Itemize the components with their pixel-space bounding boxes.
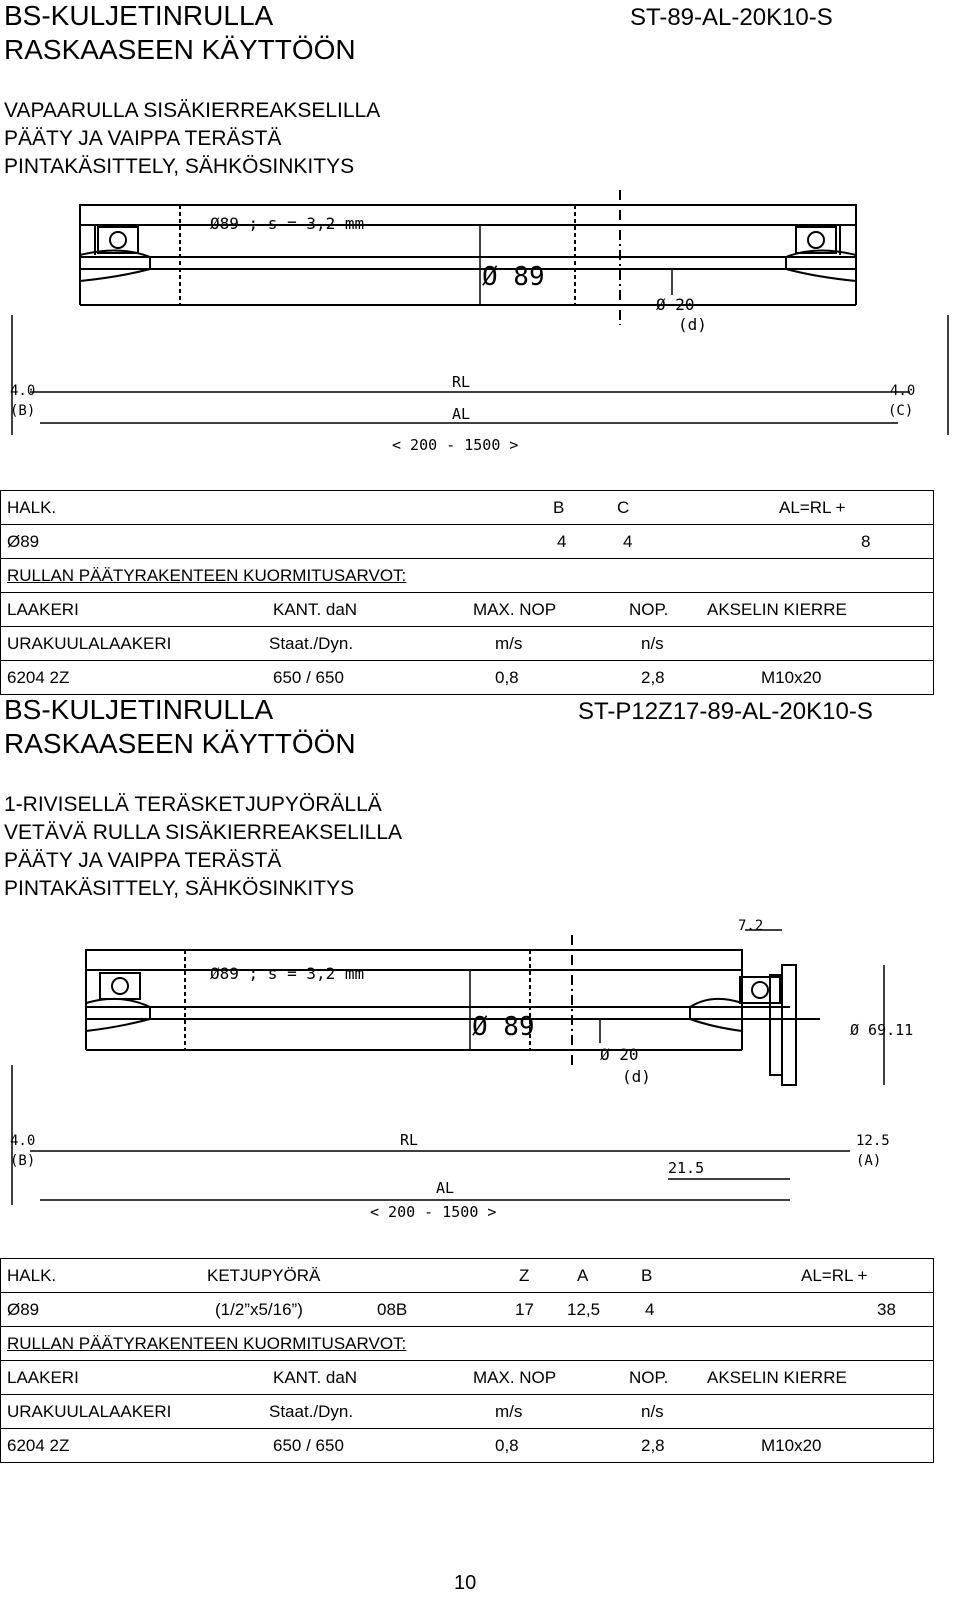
cell: 650 / 650 [273,1436,344,1455]
tube-wall-top [80,205,856,225]
description-line: 1-RIVISELLÄ TERÄSKETJUPYÖRÄLLÄ [4,793,382,816]
page-number: 10 [454,1572,477,1594]
shaft-sub-label: (d) [678,315,707,334]
cell: 0,8 [495,668,519,687]
cell: 650 / 650 [273,668,344,687]
cell: 6204 2Z [7,668,70,687]
cell: 6204 2Z [7,1436,70,1455]
tube-spec-label: Ø89 ; s = 3,2 mm [210,214,365,233]
dim-right-sub: (A) [856,1153,882,1169]
table-row [1,525,933,559]
cell: M10x20 [761,668,822,687]
dim-left-value: 4.0 [10,1133,36,1149]
al-label: AL [452,405,471,423]
end-cap-left [80,250,150,281]
table-row [1,627,933,661]
table-header-row [1,1259,933,1293]
roller-drawing-1 [0,185,960,470]
table-row [1,1361,933,1395]
table-header-row [1,491,933,525]
cell: Ø89 [7,1300,40,1319]
col-a: A [577,1266,589,1285]
col-c: C [617,498,630,517]
cell: 17 [515,1300,534,1319]
cell: LAAKERI [7,1368,79,1387]
table-row [1,1429,933,1463]
cell: URAKUULALAAKERI [7,1402,172,1421]
sprocket [782,965,796,1085]
dim-left-sub: (B) [10,403,36,419]
spec-table-2 [0,1258,934,1463]
col-b: B [641,1266,653,1285]
cell: MAX. NOP [473,1368,557,1387]
loads-title: RULLAN PÄÄTYRAKENTEEN KUORMITUSARVOT: [7,566,407,585]
shaft-label: Ø 20 [600,1045,639,1064]
cell: NOP. [629,600,669,619]
rl-label: RL [452,373,471,391]
dim-left-value: 4.0 [10,383,36,399]
dim-left-sub: (B) [10,1153,36,1169]
cell: 4 [557,532,567,551]
description-line: VAPAARULLA SISÄKIERREAKSELILLA [4,99,381,122]
table-row [1,559,933,593]
spec-table-1 [0,490,934,695]
cell: AKSELIN KIERRE [707,1368,847,1387]
cell: KANT. daN [273,1368,358,1387]
product-title-2: BS-KULJETINRULLA [4,694,274,725]
cell: 2,8 [641,1436,665,1455]
product-subtitle-2: RASKAASEEN KÄYTTÖÖN [4,728,356,759]
col-b: B [553,498,565,517]
bearing-icon [110,232,126,248]
cell: LAAKERI [7,600,79,619]
description-line: VETÄVÄ RULLA SISÄKIERREAKSELILLA [4,821,403,844]
sprocket-dia-label: Ø 69.11 [850,1021,914,1039]
rl-label: RL [400,1131,419,1149]
loads-title: RULLAN PÄÄTYRAKENTEEN KUORMITUSARVOT: [7,1334,407,1353]
cell: 08B [377,1300,408,1319]
description-line: PÄÄTY JA VAIPPA TERÄSTÄ [4,127,282,150]
dim-right-value: 12.5 [856,1133,890,1149]
cell: NOP. [629,1368,669,1387]
roller-drawing-2 [0,915,960,1225]
description-line: PINTAKÄSITTELY, SÄHKÖSINKITYS [4,877,355,900]
cell: 4 [623,532,633,551]
cell: 4 [645,1300,655,1319]
end-cap-right [690,999,742,1031]
product-code-2: ST-P12Z17-89-AL-20K10-S [578,698,873,725]
cell: n/s [641,1402,664,1421]
bearing-icon [808,232,824,248]
shaft-sub-label: (d) [622,1067,651,1086]
table-row [1,661,933,695]
diameter-label: Ø 89 [472,1012,535,1042]
tube-spec-label: Ø89 ; s = 3,2 mm [210,964,365,983]
col-al: AL=RL + [801,1266,868,1285]
cell: MAX. NOP [473,600,557,619]
cell: 38 [877,1300,896,1319]
cell: (1/2”x5/16”) [215,1300,303,1319]
dim-right-value: 4.0 [890,383,916,399]
cell: AKSELIN KIERRE [707,600,847,619]
col-halk: HALK. [7,498,57,517]
bearing-icon [752,982,768,998]
table-row [1,1395,933,1429]
product-subtitle-1: RASKAASEEN KÄYTTÖÖN [4,34,356,65]
diameter-label: Ø 89 [482,262,545,292]
col-halk: HALK. [7,1266,57,1285]
col-al: AL=RL + [779,498,846,517]
cell: 2,8 [641,668,665,687]
description-line: PINTAKÄSITTELY, SÄHKÖSINKITYS [4,155,355,178]
bearing-icon [112,978,128,994]
cell: URAKUULALAAKERI [7,634,172,653]
table-row [1,1327,933,1361]
cell: Staat./Dyn. [269,634,354,653]
table-row [1,593,933,627]
shaft-label: Ø 20 [656,295,695,314]
cell: m/s [495,1402,523,1421]
cell: Ø89 [7,532,40,551]
col-z: Z [519,1266,530,1285]
dim-right-sub: (C) [888,403,914,419]
length-range-label: < 200 - 1500 > [392,436,519,454]
inner-dim-label: 21.5 [668,1159,705,1177]
table-row [1,1293,933,1327]
top-dim-label: 7.2 [738,918,764,934]
cell: n/s [641,634,664,653]
col-ketjupyora: KETJUPYÖRÄ [207,1266,321,1285]
cell: KANT. daN [273,600,358,619]
end-cap-right [786,250,856,281]
cell: m/s [495,634,523,653]
cell: 8 [861,532,871,551]
product-code-1: ST-89-AL-20K10-S [630,4,833,31]
cell: Staat./Dyn. [269,1402,354,1421]
cell: M10x20 [761,1436,822,1455]
length-range-label: < 200 - 1500 > [370,1203,497,1221]
cell: 0,8 [495,1436,519,1455]
al-label: AL [436,1179,455,1197]
description-line: PÄÄTY JA VAIPPA TERÄSTÄ [4,849,282,872]
product-title-1: BS-KULJETINRULLA [4,0,274,31]
cell: 12,5 [567,1300,601,1319]
end-cap-left [86,999,150,1031]
